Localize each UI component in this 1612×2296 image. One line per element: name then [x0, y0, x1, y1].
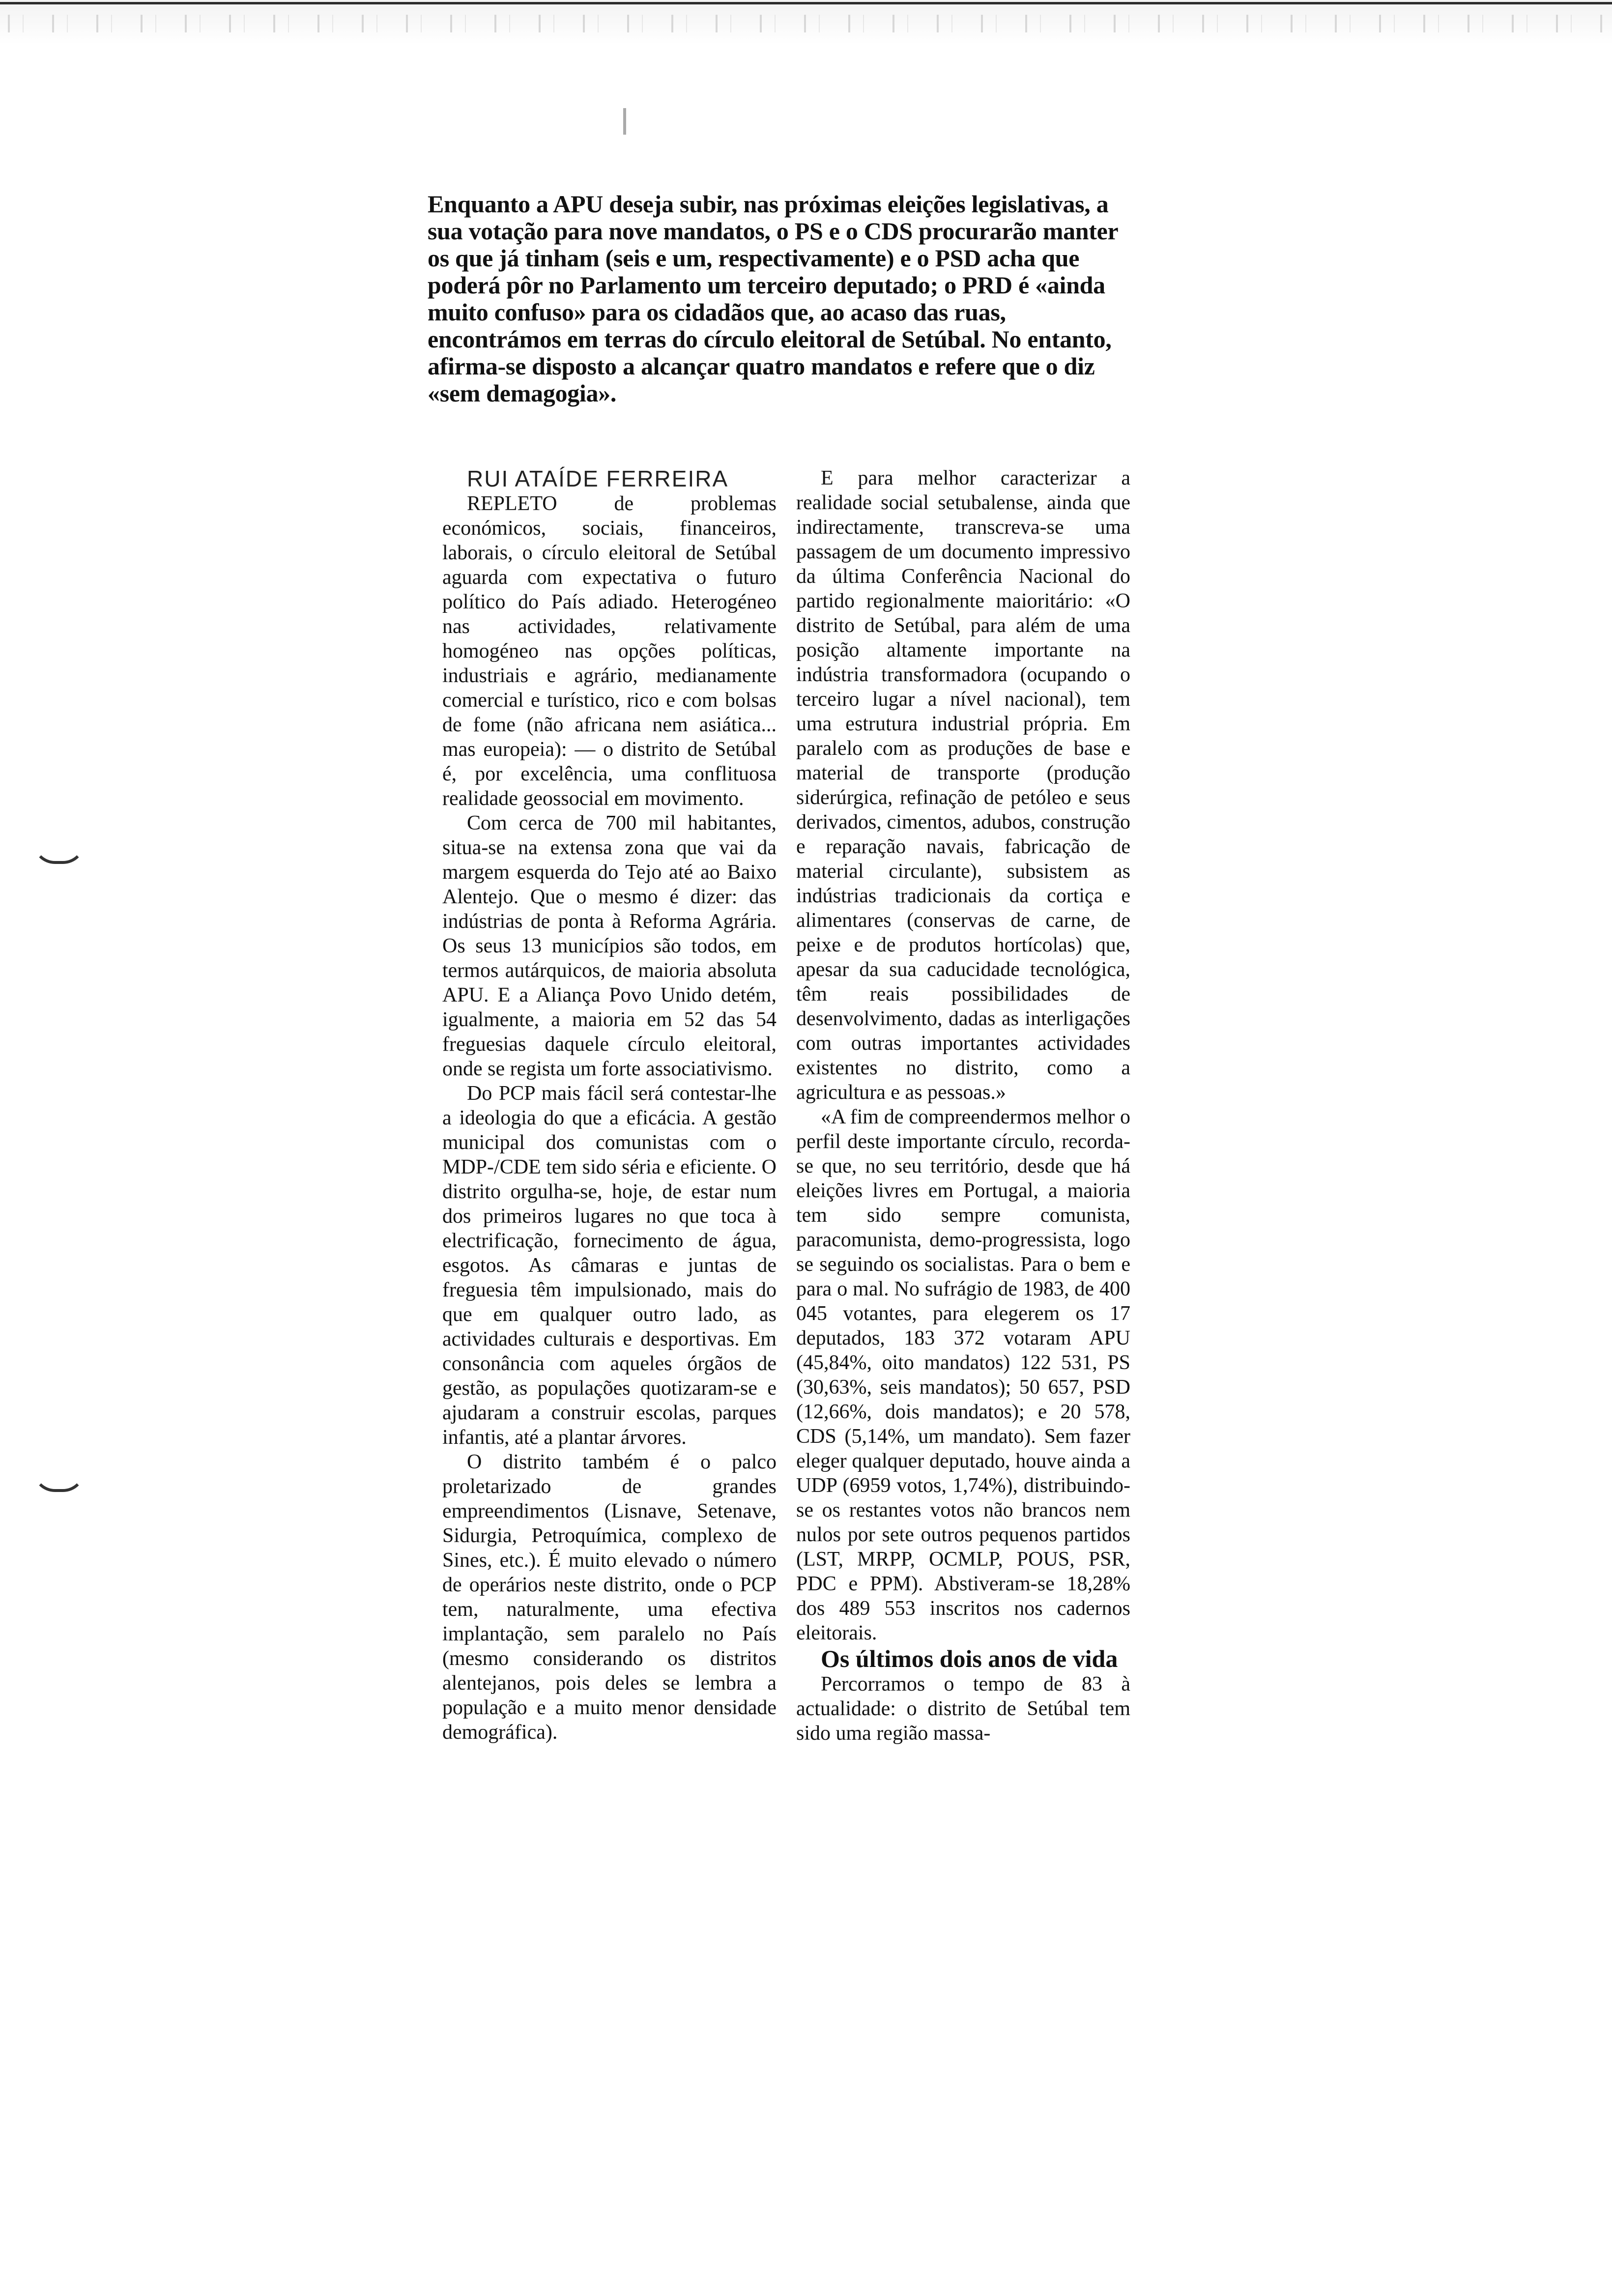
right-column: [796, 466, 1130, 1746]
body-paragraph: O distrito também é o palco proletarizado de grandes empreendimentos (Lisnave, Setenave, Sidurgia, Petroquímica, complexo de Sines, etc.). É muito elevado o número de operários neste distrito, onde o PCP tem, naturalmente, uma efectiva implantação, sem paralelo no País (mesmo considerando os distritos alentejanos, pois deles se lembra a população e a muito menor densidade demográfica).: [442, 1451, 777, 1744]
scan-mark: [623, 108, 626, 135]
body-paragraph: REPLETO de problemas económicos, sociais, financeiros, laborais, o círculo eleitoral de Setúbal aguarda com expectativa o futuro político do País adiado. Heterogéneo nas actividades, relativamente homogéneo nas opções políticas, industriais e agrário, medianamente comercial e turístico, rico e com bolsas de fome (não africana nem asiática... mas europeia): — o distrito de Setúbal é, por excelência, uma conflituosa realidade geossocial em movimento.: [442, 492, 777, 810]
byline: RUI ATAÍDE FERREIRA: [467, 466, 729, 491]
body-paragraph: E para melhor caracterizar a realidade social setubalense, ainda que indirectamente, transcreva-se uma passagem de um documento impressivo da última Conferência Nacional do partido regionalmente maioritário: «O distrito de Setúbal, para além de uma posição altamente importante na indústria transformadora (ocupando o terceiro lugar a nível nacional), tem uma estrutura industrial própria. Em paralelo com as produções de base e material de transporte (produção siderúrgica, refinação de petóleo e seus derivados, cimentos, adubos, construção e reparação navais, fabricação de material circulante), subsistem as indústrias tradicionais da cortiça e alimentares (conservas de carne, de peixe e de produtos hortícolas) que, apesar da sua caducidade tecnológica, têm reais possibilidades de desenvolvimento, dadas as interligações com outras importantes actividades existentes no distrito, como a agricultura e as pessoas.»: [796, 467, 1130, 1104]
binder-hole-mark: [32, 841, 86, 864]
body-paragraph: Com cerca de 700 mil habitantes, situa-se na extensa zona que vai da margem esquerda do Tejo até ao Baixo Alentejo. Que o mesmo é dizer: das indústrias de ponta à Reforma Agrária. Os seus 13 municípios são todos, em termos autárquicos, de maioria absoluta APU. E a Aliança Povo Unido detém, igualmente, a maioria em 52 das 54 freguesias daquele círculo eleitoral, onde se regista um forte associativismo.: [442, 812, 777, 1080]
scan-noise: [0, 15, 1612, 32]
body-paragraph: Percorramos o tempo de 83 à actualidade: o distrito de Setúbal tem sido uma região massa-: [796, 1673, 1130, 1745]
body-paragraph: «A fim de compreendermos melhor o perfil deste importante círculo, recorda-se que, no seu território, desde que há eleições livres em Portugal, a maioria tem sido sempre comunista, paracomunista, demo-progressista, logo se seguindo os socialistas. Para o bem e para o mal. No sufrágio de 1983, de 400 045 votantes, para elegerem os 17 deputados, 183 372 votaram APU (45,84%, oito mandatos) 122 531, PS (30,63%, seis mandatos); 50 657, PSD (12,66%, dois mandatos); e 20 578, CDS (5,14%, um mandato). Sem fazer eleger qualquer deputado, houve ainda a UDP (6959 votos, 1,74%), distribuindo-se os restantes votos não brancos nem nulos por sete outros pequenos partidos (LST, MRPP, OCMLP, POUS, PSR, PDC e PPM). Abstiveram-se 18,28% dos 489 553 inscritos nos cadernos eleitorais.: [796, 1106, 1130, 1644]
binder-hole-mark: [32, 1469, 86, 1492]
newspaper-article: [428, 190, 1145, 1745]
article-lead: Enquanto a APU deseja subir, nas próximas eleições legislativas, a sua votação para nove mandatos, o PS e o CDS procurarão manter os que já tinham (seis e um, respectivamente) e o PSD acha que poderá pôr no Parlamento um terceiro deputado; o PRD é «ainda muito confuso» para os cidadãos que, ao acaso das ruas, encontrámos em terras do círculo eleitoral de Setúbal. No entanto, afirma-se disposto a alcançar quatro mandatos e refere que o diz «sem demagogia».: [428, 190, 1118, 407]
section-subhead: Os últimos dois anos de vida: [821, 1645, 1118, 1672]
left-column: [442, 466, 777, 1745]
scan-border-line: [0, 2, 1612, 4]
body-paragraph: Do PCP mais fácil será contestar-lhe a ideologia do que a eficácia. A gestão municipal dos comunistas com o MDP-/CDE tem sido séria e eficiente. O distrito orgulha-se, hoje, de estar num dos primeiros lugares no que toca à electrificação, fornecimento de água, esgotos. As câmaras e juntas de freguesia têm impulsionado, mais do que em qualquer outro lado, as actividades culturais e desportivas. Em consonância com aqueles órgãos de gestão, as populações quotizaram-se e ajudaram a construir escolas, parques infantis, até a plantar árvores.: [442, 1082, 777, 1449]
